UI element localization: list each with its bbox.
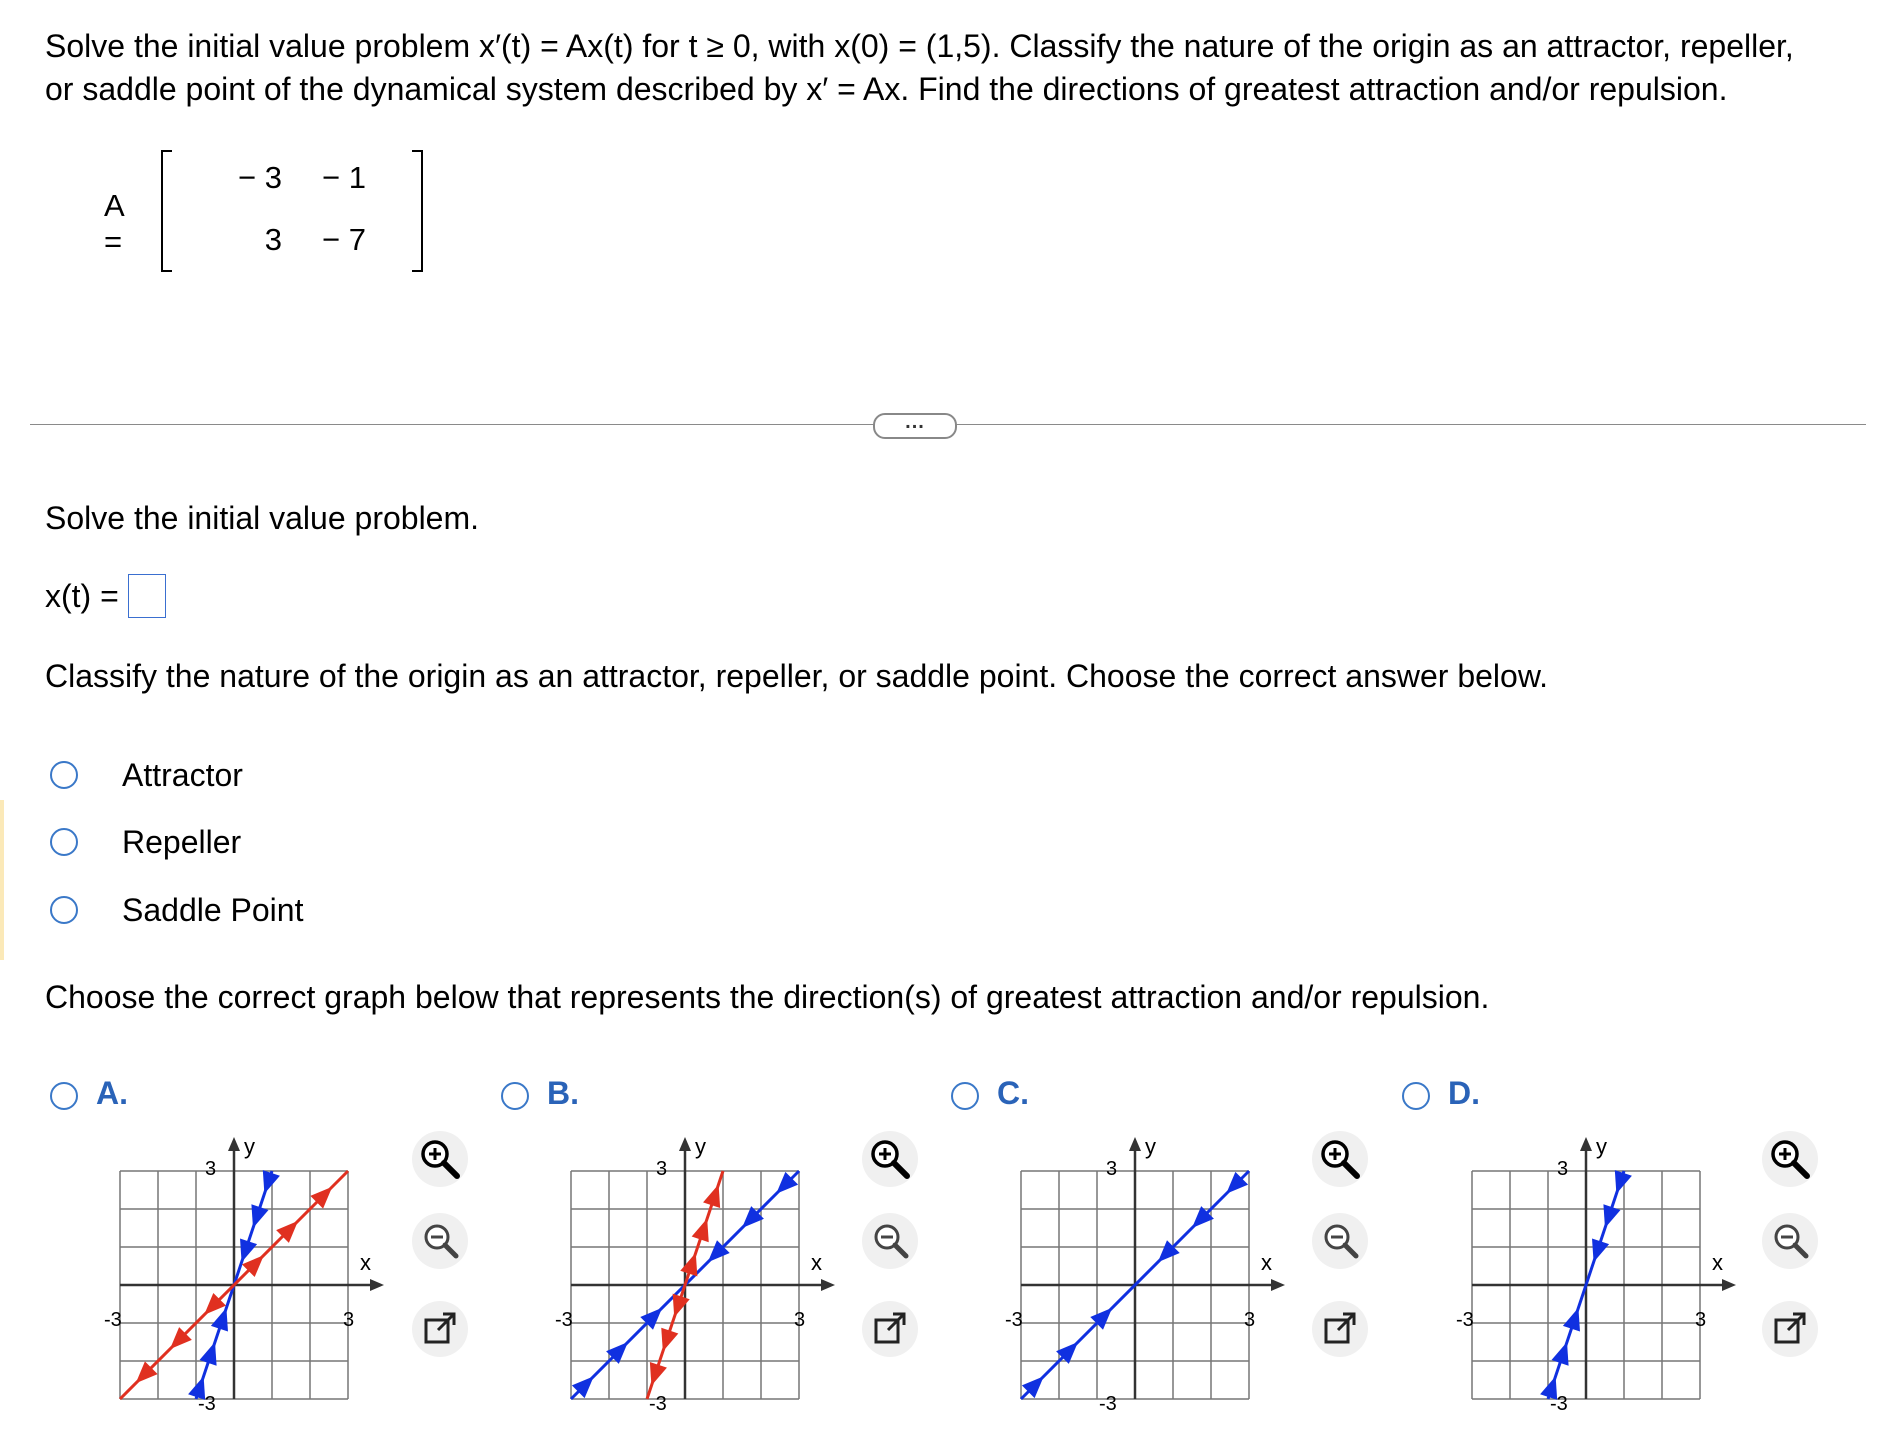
part1-prompt: Solve the initial value problem. [45,500,480,536]
arrow-head [200,1342,217,1366]
tick-x-neg: -3 [1005,1309,1023,1331]
zoom-in-icon [862,1131,918,1187]
graph-grid [1472,1137,1736,1400]
x-axis-arrow [821,1279,835,1291]
option-label: Attractor [122,757,243,793]
tick-x-pos: 3 [794,1309,806,1331]
radio-attractor[interactable] [50,761,78,789]
tick-y-pos: 3 [1557,1158,1569,1180]
graph-grid [120,1137,384,1400]
y-axis-arrow [228,1137,240,1151]
arrow-head [692,1219,709,1243]
open-external-button-c[interactable] [1312,1301,1368,1357]
option-label: Saddle Point [122,892,304,928]
x-label: x [1712,1250,1723,1275]
zoom-in-icon [1312,1131,1368,1187]
arrow-head [661,1328,678,1352]
answer-label: x(t) = [45,578,119,614]
matrix-left-bracket [161,150,172,272]
open-external-button-d[interactable] [1762,1301,1818,1357]
open-external-icon [412,1301,468,1357]
matrix-cell: 3 [264,222,282,257]
y-label: y [244,1134,255,1159]
graph-grid [1021,1137,1285,1399]
x-axis-arrow [370,1279,384,1291]
arrow-head [1563,1308,1580,1332]
matrix-label: A = [104,188,123,259]
x-axis-arrow [1271,1279,1285,1291]
zoom-in-button-b[interactable] [862,1131,918,1187]
zoom-out-button-a[interactable] [412,1213,468,1269]
question-line-1: Solve the initial value problem x′(t) = Ax(t) for t ≥ 0, with x(0) = (1,5). Classify the nature of the origin as an attractor, repeller, [45,28,1794,64]
tick-y-neg: -3 [1550,1393,1568,1410]
radio-repeller[interactable] [50,828,78,856]
tick-y-pos: 3 [205,1158,217,1180]
matrix-cell: − 1 [322,160,366,195]
arrow-head [673,1294,690,1318]
zoom-in-icon [412,1131,468,1187]
radio-choice-d[interactable] [1402,1082,1430,1110]
arrow-head [1552,1342,1569,1366]
graph-b [551,1130,851,1410]
question-line-2: or saddle point of the dynamical system described by x′ = Ax. Find the directions of greatest attraction and/or repulsion. [45,71,1728,107]
zoom-in-icon [1762,1131,1818,1187]
graph-d [1452,1130,1752,1410]
tick-x-neg: -3 [1456,1309,1474,1331]
arrow-head [251,1204,268,1228]
graph-grid [571,1137,835,1399]
y-label: y [695,1134,706,1159]
open-external-icon [1312,1301,1368,1357]
tick-y-neg: -3 [649,1393,667,1410]
open-external-button-a[interactable] [412,1301,468,1357]
radio-choice-a[interactable] [50,1082,78,1110]
y-label: y [1145,1134,1156,1159]
part3-prompt: Choose the correct graph below that represents the direction(s) of greatest attraction and/or repulsion. [45,979,1490,1015]
zoom-out-icon [412,1213,468,1269]
expand-button[interactable]: ... [873,413,957,439]
side-marker [0,800,4,960]
tick-y-neg: -3 [1099,1393,1117,1410]
zoom-out-icon [1312,1213,1368,1269]
zoom-in-button-c[interactable] [1312,1131,1368,1187]
graph-a [100,1130,400,1410]
matrix-right-bracket [412,150,423,272]
tick-x-pos: 3 [1695,1309,1707,1331]
x-axis-arrow [1722,1279,1736,1291]
arrow-head [240,1238,257,1262]
open-external-icon [1762,1301,1818,1357]
tick-x-pos: 3 [343,1309,355,1331]
option-label: Repeller [122,824,242,860]
radio-choice-b[interactable] [501,1082,529,1110]
arrow-head [650,1362,667,1386]
matrix-cell: − 3 [238,160,282,195]
zoom-in-button-a[interactable] [412,1131,468,1187]
zoom-out-button-c[interactable] [1312,1213,1368,1269]
arrow-head [703,1184,720,1208]
choice-letter: C. [997,1075,1029,1111]
choice-letter: D. [1448,1075,1480,1111]
x-label: x [1261,1250,1272,1275]
zoom-out-button-d[interactable] [1762,1213,1818,1269]
arrow-head [211,1308,228,1332]
y-label: y [1596,1134,1607,1159]
zoom-out-icon [1762,1213,1818,1269]
zoom-out-icon [862,1213,918,1269]
open-external-icon [862,1301,918,1357]
open-external-button-b[interactable] [862,1301,918,1357]
part2-prompt: Classify the nature of the origin as an attractor, repeller, or saddle point. Choose the correct answer below. [45,658,1549,694]
arrow-head [1592,1238,1609,1262]
tick-x-neg: -3 [104,1309,122,1331]
radio-choice-c[interactable] [951,1082,979,1110]
choice-letter: B. [547,1075,579,1111]
y-axis-arrow [679,1137,691,1151]
radio-saddle-point[interactable] [50,896,78,924]
matrix-cell: − 7 [322,222,366,257]
choice-letter: A. [96,1075,128,1111]
arrow-head [1603,1204,1620,1228]
graph-c [1001,1130,1301,1410]
zoom-in-button-d[interactable] [1762,1131,1818,1187]
tick-x-neg: -3 [555,1309,573,1331]
tick-y-neg: -3 [198,1393,216,1410]
zoom-out-button-b[interactable] [862,1213,918,1269]
tick-y-pos: 3 [656,1158,668,1180]
answer-input[interactable] [128,574,166,618]
arrow-head [680,1253,697,1277]
tick-y-pos: 3 [1106,1158,1118,1180]
y-axis-arrow [1129,1137,1141,1151]
x-label: x [811,1250,822,1275]
y-axis-arrow [1580,1137,1592,1151]
x-label: x [360,1250,371,1275]
tick-x-pos: 3 [1244,1309,1256,1331]
